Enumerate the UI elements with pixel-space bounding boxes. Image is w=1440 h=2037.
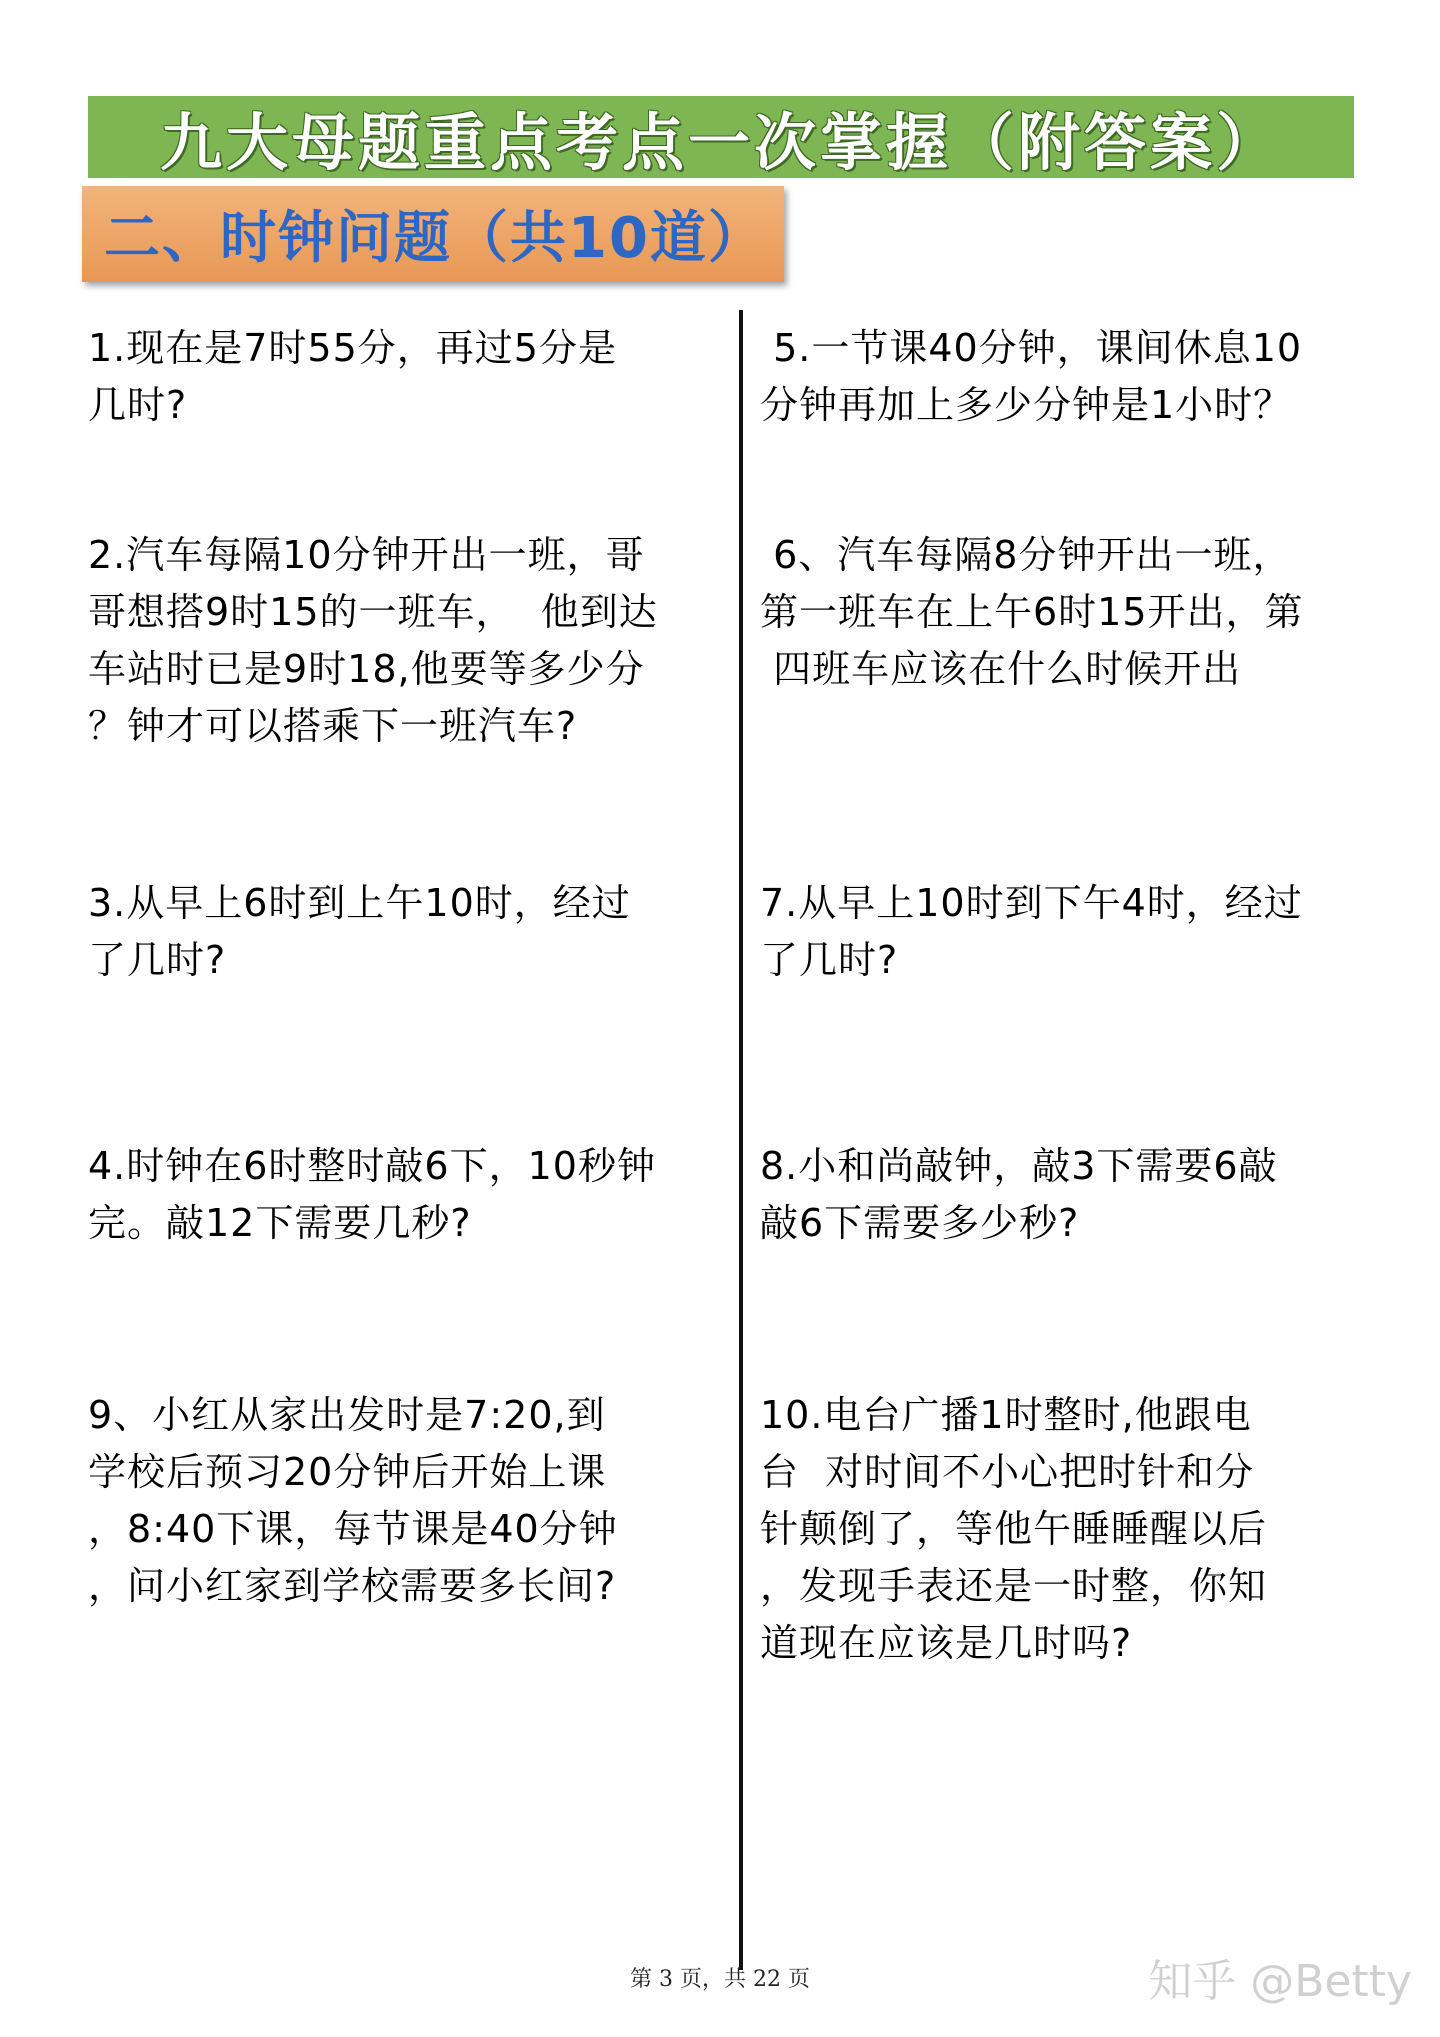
column-divider bbox=[739, 310, 743, 1970]
question-9: 9、小红从家出发时是7:20,到 学校后预习20分钟后开始上课 ，8:40下课，每节课是40分钟 ，问小红家到学校需要多长间? bbox=[88, 1393, 618, 1608]
question-1: 1.现在是7时55分，再过5分是 几时? bbox=[88, 326, 617, 427]
title-banner bbox=[88, 96, 1354, 178]
page-title: 九大母题重点考点一次掌握（附答案） bbox=[159, 105, 1282, 179]
page-number: 第 3 页，共 22 页 bbox=[630, 1967, 810, 1992]
question-5: 5.一节课40分钟，课间休息10 分钟再加上多少分钟是1小时？ bbox=[760, 326, 1303, 427]
question-8: 8.小和尚敲钟，敲3下需要6敲 敲6下需要多少秒? bbox=[760, 1144, 1278, 1245]
question-2: 2.汽车每隔10分钟开出一班，哥 哥想搭9时15的一班车， 他到达 车站时已是9时18,他要等多少分 ？钟才可以搭乘下一班汽车? bbox=[88, 533, 658, 748]
question-10: 10.电台广播1时整时,他跟电 台 对时间不小心把时针和分 针颠倒了，等他午睡睡醒以后 ，发现手表还是一时整，你知 道现在应该是几时吗? bbox=[760, 1393, 1268, 1665]
question-6: 6、汽车每隔8分钟开出一班， 第一班车在上午6时15开出，第 四班车应该在什么时候开出 bbox=[760, 533, 1304, 691]
question-4: 4.时钟在6时整时敲6下，10秒钟 完。敲12下需要几秒? bbox=[88, 1144, 656, 1245]
section-banner bbox=[82, 186, 784, 282]
section-title: 二、时钟问题（共10道） bbox=[104, 206, 766, 271]
watermark: 知乎 @Betty bbox=[1148, 1956, 1412, 2007]
question-3: 3.从早上6时到上午10时，经过 了几时? bbox=[88, 881, 631, 982]
question-7: 7.从早上10时到下午4时，经过 了几时? bbox=[760, 881, 1303, 982]
